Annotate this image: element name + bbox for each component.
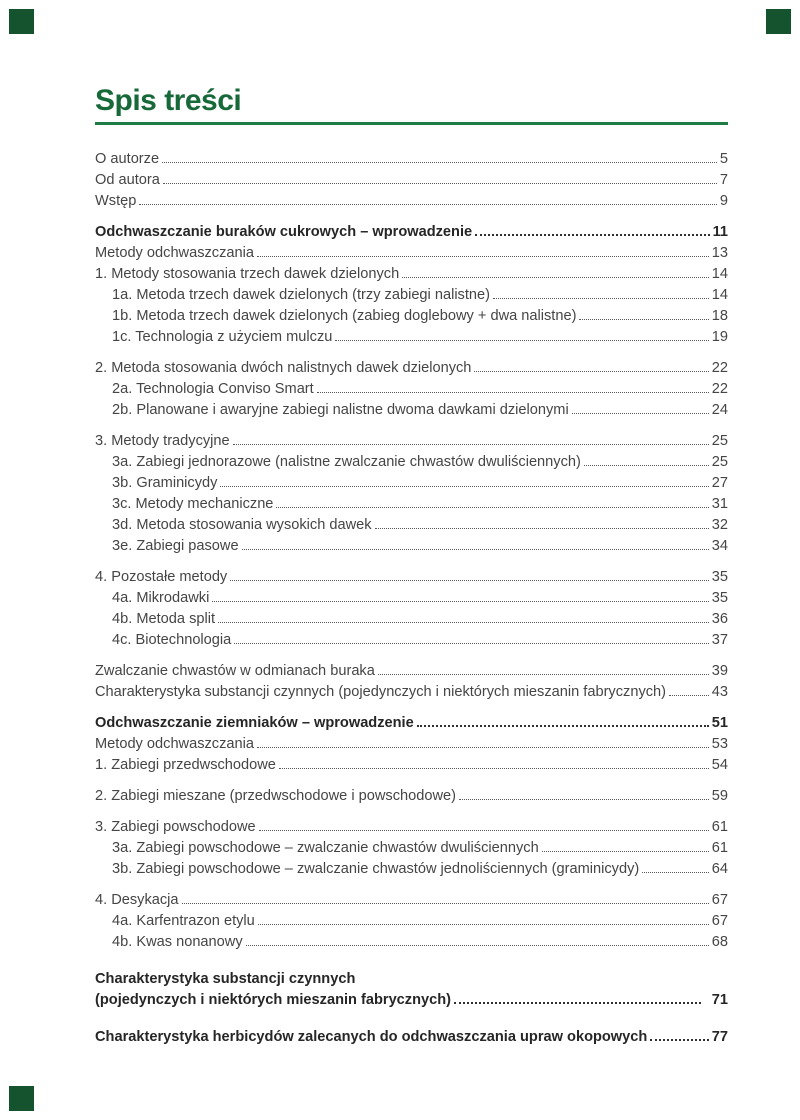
toc-entry-label: 2. Metoda stosowania dwóch nalistnych dawek dzielonych — [95, 359, 472, 376]
toc-entry — [95, 932, 728, 953]
toc-page-number: 9 — [719, 192, 728, 209]
toc-entry-label: 1b. Metoda trzech dawek dzielonych (zabieg doglebowy + dwa nalistne) — [112, 307, 577, 324]
toc-entry — [95, 890, 728, 911]
toc-entry-label: O autorze — [95, 150, 160, 167]
toc-page-number: 25 — [711, 432, 728, 449]
toc-leader-dots — [669, 695, 709, 696]
toc-page-number: 27 — [711, 474, 728, 491]
toc-entry — [95, 358, 728, 379]
toc-entry — [95, 682, 728, 703]
toc-entry-label: Wstęp — [95, 192, 137, 209]
toc-entry — [95, 191, 728, 212]
toc-entry-label: Zwalczanie chwastów w odmianach buraka — [95, 662, 375, 679]
toc-entry — [95, 515, 728, 536]
toc-entry — [95, 327, 728, 348]
toc-page-number: 19 — [711, 328, 728, 345]
toc-page-number: 67 — [711, 891, 728, 908]
toc-leader-dots — [279, 768, 709, 769]
toc — [95, 149, 728, 1048]
toc-entry — [95, 786, 728, 807]
toc-entry-label: 3. Zabiegi powschodowe — [95, 818, 256, 835]
toc-leader-dots — [139, 204, 717, 205]
toc-leader-dots — [212, 601, 708, 602]
toc-entry-label: 2. Zabiegi mieszane (przedwschodowe i powschodowe) — [95, 787, 456, 804]
toc-page-number: 22 — [711, 359, 728, 376]
toc-page-number: 35 — [711, 568, 728, 585]
toc-leader-dots — [542, 851, 709, 852]
toc-entry-label: 4. Desykacja — [95, 891, 179, 908]
toc-entry — [95, 755, 728, 776]
toc-entry — [95, 264, 728, 285]
toc-leader-dots — [378, 674, 709, 675]
toc-page-number: 54 — [711, 756, 728, 773]
toc-leader-dots — [162, 162, 717, 163]
toc-page-number: 71 — [711, 991, 728, 1008]
toc-entry-label: 3. Metody tradycyjne — [95, 432, 230, 449]
toc-entry — [95, 306, 728, 327]
toc-entry-label: 2a. Technologia Conviso Smart — [112, 380, 314, 397]
toc-page-number: 13 — [711, 244, 728, 261]
toc-entry-label: 1. Metody stosowania trzech dawek dzielonych — [95, 265, 400, 282]
toc-leader-dots — [375, 528, 709, 529]
toc-leader-dots — [317, 392, 709, 393]
toc-leader-dots — [230, 580, 709, 581]
toc-page-number: 34 — [711, 537, 728, 554]
toc-leader-dots — [163, 183, 717, 184]
toc-leader-dots — [276, 507, 708, 508]
toc-page-number: 5 — [719, 150, 728, 167]
toc-entry — [95, 452, 728, 473]
toc-entry — [95, 567, 728, 588]
toc-entry-label: 1c. Technologia z użyciem mulczu — [112, 328, 333, 345]
toc-entry-label: (pojedynczych i niektórych mieszanin fabrycznych) — [95, 991, 452, 1008]
toc-page-number: 53 — [711, 735, 728, 752]
toc-leader-dots — [257, 747, 709, 748]
toc-entry-label: Odchwaszczanie ziemniaków – wprowadzenie — [95, 714, 414, 731]
toc-page-number: 25 — [711, 453, 728, 470]
toc-page-number: 24 — [711, 401, 728, 418]
toc-entry-label: 3b. Zabiegi powschodowe – zwalczanie chwastów jednoliściennych (graminicydy) — [112, 860, 640, 877]
toc-entry-label: 4. Pozostałe metody — [95, 568, 228, 585]
toc-page-number: 32 — [711, 516, 728, 533]
toc-leader-dots — [579, 319, 708, 320]
toc-page-number: 61 — [711, 818, 728, 835]
toc-page-number: 14 — [711, 265, 728, 282]
toc-entry — [95, 285, 728, 306]
toc-entry — [95, 713, 728, 734]
toc-page-number: 51 — [711, 714, 728, 731]
toc-entry-label: 3a. Zabiegi powschodowe – zwalczanie chwastów dwuliściennych — [112, 839, 539, 856]
toc-entry — [95, 838, 728, 859]
toc-entry — [95, 431, 728, 452]
toc-entry-label: 1. Zabiegi przedwschodowe — [95, 756, 276, 773]
toc-entry-label: 3b. Graminicydy — [112, 474, 218, 491]
toc-entry-label: 4a. Karfentrazon etylu — [112, 912, 255, 929]
page-title: Spis treści — [95, 84, 242, 117]
toc-entry — [95, 222, 728, 243]
registration-mark-bottom-left — [9, 1086, 34, 1111]
toc-entry-label: 4b. Metoda split — [112, 610, 216, 627]
toc-entry-label: Charakterystyka substancji czynnych — [95, 970, 356, 987]
toc-leader-dots — [234, 643, 709, 644]
registration-mark-top-right — [766, 9, 791, 34]
toc-entry-label: 4b. Kwas nonanowy — [112, 933, 243, 950]
toc-page-number: 36 — [711, 610, 728, 627]
toc-entry-label: 3e. Zabiegi pasowe — [112, 537, 239, 554]
toc-entry-label: 3a. Zabiegi jednorazowe (nalistne zwalczanie chwastów dwuliściennych) — [112, 453, 581, 470]
toc-entry-label: 4c. Biotechnologia — [112, 631, 232, 648]
toc-leader-dots — [335, 340, 708, 341]
toc-leader-dots — [475, 234, 709, 236]
toc-entry — [95, 630, 728, 651]
toc-entry — [95, 859, 728, 880]
toc-page-number: 67 — [711, 912, 728, 929]
toc-leader-dots — [572, 413, 709, 414]
toc-entry-label: 2b. Planowane i awaryjne zabiegi nalistne dwoma dawkami dzielonymi — [112, 401, 569, 418]
toc-leader-dots — [650, 1039, 708, 1041]
toc-leader-dots — [454, 1002, 701, 1004]
toc-entry — [95, 400, 728, 421]
toc-leader-dots — [642, 872, 709, 873]
toc-entry — [95, 817, 728, 838]
toc-entry — [95, 609, 728, 630]
toc-entry — [95, 911, 728, 932]
toc-page-number: 14 — [711, 286, 728, 303]
toc-page-number: 39 — [711, 662, 728, 679]
toc-leader-dots — [182, 903, 709, 904]
page-content — [95, 0, 728, 1048]
toc-entry — [95, 379, 728, 400]
toc-leader-dots — [242, 549, 709, 550]
toc-leader-dots — [220, 486, 708, 487]
toc-page-number: 77 — [711, 1028, 728, 1045]
title-underline — [95, 122, 728, 125]
toc-leader-dots — [584, 465, 709, 466]
toc-leader-dots — [257, 256, 709, 257]
toc-entry-label: Metody odchwaszczania — [95, 244, 254, 261]
toc-page-number: 37 — [711, 631, 728, 648]
toc-entry — [95, 1027, 728, 1048]
toc-page-number: 35 — [711, 589, 728, 606]
toc-page-number: 59 — [711, 787, 728, 804]
toc-page-number: 22 — [711, 380, 728, 397]
toc-entry-label: 4a. Mikrodawki — [112, 589, 210, 606]
toc-leader-dots — [474, 371, 708, 372]
registration-mark-top-left — [9, 9, 34, 34]
toc-leader-dots — [258, 924, 709, 925]
toc-entry-label: Metody odchwaszczania — [95, 735, 254, 752]
toc-entry-label: 3d. Metoda stosowania wysokich dawek — [112, 516, 372, 533]
toc-leader-dots — [493, 298, 709, 299]
toc-page-number: 7 — [719, 171, 728, 188]
toc-leader-dots — [218, 622, 709, 623]
toc-entry — [95, 734, 728, 755]
toc-entry — [95, 969, 728, 990]
toc-entry-label: 3c. Metody mechaniczne — [112, 495, 274, 512]
toc-entry-label: Charakterystyka herbicydów zalecanych do odchwaszczania upraw okopowych — [95, 1028, 648, 1045]
toc-entry-label: 1a. Metoda trzech dawek dzielonych (trzy zabiegi nalistne) — [112, 286, 491, 303]
toc-leader-dots — [402, 277, 709, 278]
toc-entry — [95, 243, 728, 264]
toc-entry-label: Charakterystyka substancji czynnych (pojedynczych i niektórych mieszanin fabrycznych) — [95, 683, 667, 700]
toc-entry-label: Odchwaszczanie buraków cukrowych – wprowadzenie — [95, 223, 473, 240]
toc-entry — [95, 473, 728, 494]
toc-entry-label: Od autora — [95, 171, 160, 188]
toc-entry — [95, 588, 728, 609]
toc-entry — [95, 170, 728, 191]
toc-leader-dots — [246, 945, 709, 946]
toc-entry — [95, 661, 728, 682]
toc-page-number: 31 — [711, 495, 728, 512]
toc-leader-dots — [233, 444, 709, 445]
toc-entry — [95, 149, 728, 170]
toc-page-number: 64 — [711, 860, 728, 877]
toc-entry — [95, 990, 728, 1011]
toc-page-number: 68 — [711, 933, 728, 950]
toc-page-number: 43 — [711, 683, 728, 700]
toc-leader-dots — [259, 830, 709, 831]
toc-leader-dots — [459, 799, 709, 800]
toc-page-number: 11 — [712, 223, 728, 240]
toc-leader-dots — [417, 725, 709, 727]
toc-page-number: 61 — [711, 839, 728, 856]
toc-entry — [95, 494, 728, 515]
toc-entry — [95, 536, 728, 557]
toc-page-number: 18 — [711, 307, 728, 324]
